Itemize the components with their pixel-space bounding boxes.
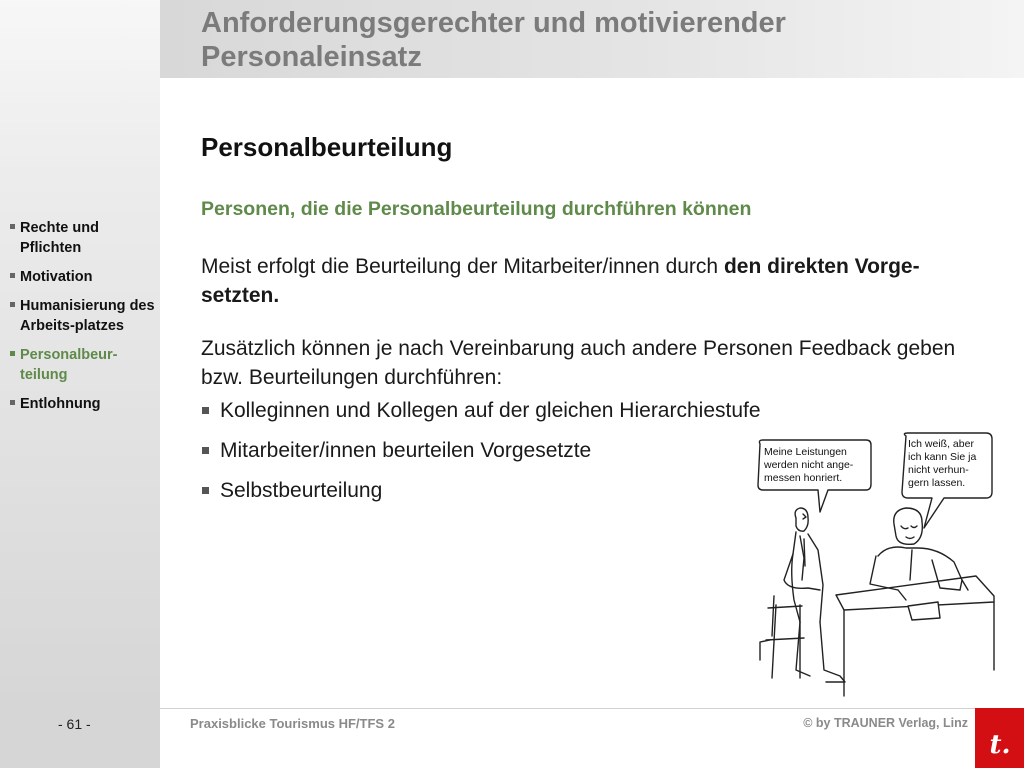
sidebar-item-entlohnung[interactable] <box>10 394 158 414</box>
list-item-text: Selbstbeurteilung <box>220 479 383 502</box>
bullet-icon <box>10 224 15 229</box>
sidebar-item-personalbeurteilung[interactable] <box>10 345 158 385</box>
bullet-icon <box>10 400 15 405</box>
page-number: - 61 - <box>58 716 91 732</box>
section-title: Personalbeurteilung <box>201 132 453 162</box>
footer-publication: Praxisblicke Tourismus HF/TFS 2 <box>190 716 395 731</box>
sidebar-item-label: Personalbeur-teilung <box>20 347 118 383</box>
list-item-text: Mitarbeiter/innen beurteilen Vorgesetzte <box>220 439 592 462</box>
trauner-logo-text: t. <box>989 730 1011 760</box>
sidebar-item-rechte-pflichten[interactable] <box>10 218 158 258</box>
paragraph-bold-text: den direkten Vorge-setzten. <box>201 255 920 307</box>
speech-left-line-1: Meine Leistungen <box>764 446 847 458</box>
cartoon-illustration <box>748 430 996 700</box>
speech-left-line-3: messen honriert. <box>764 472 843 484</box>
paragraph-other-persons: Zusätzlich können je nach Vereinbarung auch andere Personen Feedback geben bzw. Beurteilungen durchführen: <box>201 337 956 389</box>
footer-divider <box>160 708 975 709</box>
speech-left-line-2: werden nicht ange- <box>764 459 854 471</box>
speech-right-line-3: nicht verhun- <box>908 464 969 476</box>
page-title-line-2: Personaleinsatz <box>201 41 422 73</box>
sidebar <box>0 0 160 708</box>
paragraph-text: Meist erfolgt die Beurteilung der Mitarbeiter/innen durch <box>201 255 724 278</box>
speech-right-line-2: ich kann Sie ja <box>908 451 977 463</box>
list-item <box>201 436 761 476</box>
bullet-icon <box>10 273 15 278</box>
bullet-icon <box>202 407 209 414</box>
paragraph-direct-supervisor <box>201 252 991 310</box>
bullet-icon <box>10 351 15 356</box>
list-item-text: Kolleginnen und Kollegen auf der gleichen Hierarchiestufe <box>220 399 761 422</box>
sidebar-item-humanisierung[interactable] <box>10 296 158 336</box>
speech-right-line-1: Ich weiß, aber <box>908 438 974 450</box>
sidebar-item-motivation[interactable] <box>10 267 158 287</box>
speech-right-line-4: gern lassen. <box>908 477 966 489</box>
sidebar-item-label: Humanisierung des Arbeits-platzes <box>20 298 155 334</box>
footer-copyright: © by TRAUNER Verlag, Linz <box>803 716 968 730</box>
bullet-icon <box>202 487 209 494</box>
bullet-list <box>201 396 761 516</box>
bullet-icon <box>202 447 209 454</box>
page-title <box>201 6 1001 74</box>
sidebar-item-label: Entlohnung <box>20 396 101 412</box>
list-item <box>201 476 761 516</box>
sidebar-item-label: Rechte und Pflichten <box>20 220 99 256</box>
subheading: Personen, die die Personalbeurteilung durchführen können <box>201 198 752 220</box>
bullet-icon <box>10 302 15 307</box>
sidebar-item-label: Motivation <box>20 269 93 285</box>
sidebar-nav <box>10 218 158 423</box>
desk <box>836 576 994 696</box>
list-item <box>201 396 761 436</box>
page-title-line-1: Anforderungsgerechter und motivierender <box>201 7 786 39</box>
employee-figure <box>760 508 845 682</box>
